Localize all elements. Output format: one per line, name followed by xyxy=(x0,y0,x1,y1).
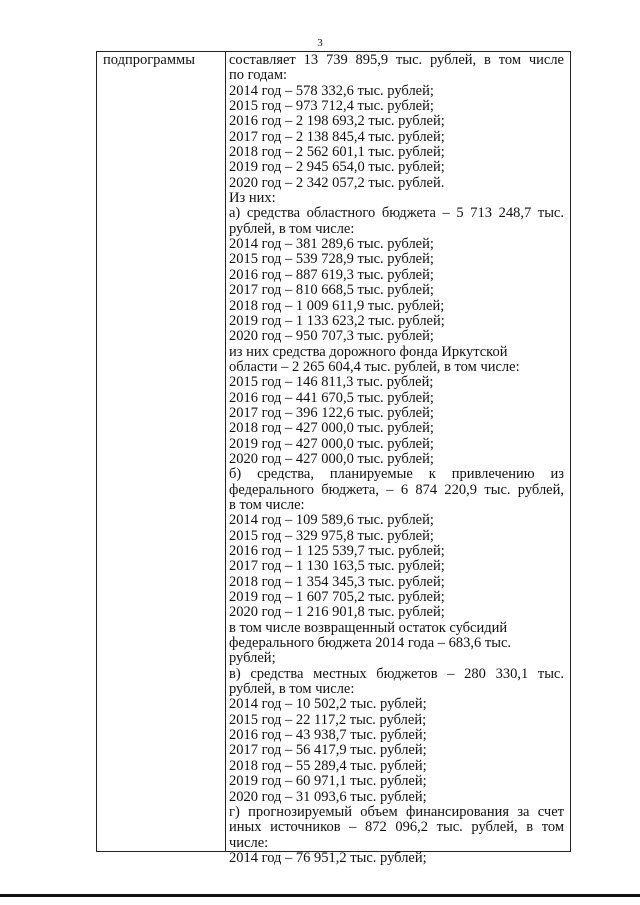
text-line: 2017 год – 396 122,6 тыс. рублей; xyxy=(229,404,434,421)
text-line: 2014 год – 381 289,6 тыс. рублей; xyxy=(229,236,434,253)
text-line: 2018 год – 1 009 611,9 тыс. рублей; xyxy=(229,297,445,314)
text-line: иных источников – 872 096,2 тыс. рублей, в том xyxy=(229,819,564,836)
text-line: федерального бюджета 2014 года – 683,6 тыс. xyxy=(229,635,512,652)
text-line: 2018 год – 55 289,4 тыс. рублей; xyxy=(229,757,427,774)
row-label-cell: подпрограммы xyxy=(103,52,195,68)
text-line: 2018 год – 2 562 601,1 тыс. рублей; xyxy=(229,144,445,161)
text-line: 2019 год – 1 607 705,2 тыс. рублей; xyxy=(229,589,445,606)
text-line: 2014 год – 10 502,2 тыс. рублей; xyxy=(229,696,427,713)
text-line: 2019 год – 1 133 623,2 тыс. рублей; xyxy=(229,312,445,329)
text-line: 2016 год – 1 125 539,7 тыс. рублей; xyxy=(229,543,445,559)
text-line: 2020 год – 2 342 057,2 тыс. рублей. xyxy=(229,174,445,191)
text-line: 2019 год – 427 000,0 тыс. рублей; xyxy=(229,435,434,452)
text-line: из них средства дорожного фонда Иркутской xyxy=(229,343,508,360)
text-line: по годам: xyxy=(229,67,288,84)
text-line: рублей, в том числе: xyxy=(229,220,355,237)
text-line: 2015 год – 973 712,4 тыс. рублей; xyxy=(229,98,434,115)
text-line: 2017 год – 56 417,9 тыс. рублей; xyxy=(229,742,427,759)
text-line: 2019 год – 60 971,1 тыс. рублей; xyxy=(229,773,427,790)
financing-table xyxy=(96,51,571,866)
page-number: 3 xyxy=(317,37,323,49)
text-line: г) прогнозируемый объем финансирования за счет xyxy=(229,803,564,820)
text-line: 2015 год – 329 975,8 тыс. рублей; xyxy=(229,527,434,544)
text-line: 2017 год – 2 138 845,4 тыс. рублей; xyxy=(229,128,445,145)
text-line: в том числе: xyxy=(229,496,305,513)
text-line: 2015 год – 146 811,3 тыс. рублей; xyxy=(229,374,434,391)
text-line: 2016 год – 43 938,7 тыс. рублей; xyxy=(229,727,427,744)
text-line: б) средства, планируемые к привлечению из xyxy=(229,466,564,483)
text-line: составляет 13 739 895,9 тыс. рублей, в том числе xyxy=(229,52,564,68)
text-line: 2016 год – 441 670,5 тыс. рублей; xyxy=(229,389,434,406)
text-line: рублей, в том числе: xyxy=(229,681,355,698)
text-line: 2018 год – 427 000,0 тыс. рублей; xyxy=(229,420,434,437)
text-line: 2014 год – 578 332,6 тыс. рублей; xyxy=(229,82,434,99)
financing-details-cell xyxy=(229,53,564,866)
text-line: рублей; xyxy=(229,650,276,667)
text-line: 2015 год – 22 117,2 тыс. рублей; xyxy=(229,711,427,728)
text-line: а) средства областного бюджета – 5 713 248,7 тыс. xyxy=(229,205,564,222)
column-divider xyxy=(225,52,226,851)
text-line: 2015 год – 539 728,9 тыс. рублей; xyxy=(229,251,434,268)
text-line: 2017 год – 810 668,5 тыс. рублей; xyxy=(229,282,434,299)
text-line: 2020 год – 31 093,6 тыс. рублей; xyxy=(229,788,427,805)
text-line: 2020 год – 950 707,3 тыс. рублей; xyxy=(229,328,434,345)
text-line: 2019 год – 2 945 654,0 тыс. рублей; xyxy=(229,159,445,176)
text-line: числе: xyxy=(229,834,269,851)
text-line: 2016 год – 2 198 693,2 тыс. рублей; xyxy=(229,113,445,130)
text-line: 2014 год – 109 589,6 тыс. рублей; xyxy=(229,512,434,529)
text-line: 2020 год – 1 216 901,8 тыс. рублей; xyxy=(229,604,445,621)
text-line: 2017 год – 1 130 163,5 тыс. рублей; xyxy=(229,558,445,575)
text-line: в) средства местных бюджетов – 280 330,1 тыс. xyxy=(229,665,564,682)
text-line: 2014 год – 76 951,2 тыс. рублей; xyxy=(229,849,427,866)
text-line: федерального бюджета, – 6 874 220,9 тыс. рублей, xyxy=(229,481,564,498)
text-line: области – 2 265 604,4 тыс. рублей, в том числе: xyxy=(229,358,520,375)
text-line: в том числе возвращенный остаток субсидий xyxy=(229,619,508,636)
page-bottom-rule xyxy=(0,894,640,897)
text-line: 2020 год – 427 000,0 тыс. рублей; xyxy=(229,450,434,467)
text-line: Из них: xyxy=(229,190,276,207)
text-line: 2018 год – 1 354 345,3 тыс. рублей; xyxy=(229,573,445,590)
text-line: 2016 год – 887 619,3 тыс. рублей; xyxy=(229,266,434,283)
